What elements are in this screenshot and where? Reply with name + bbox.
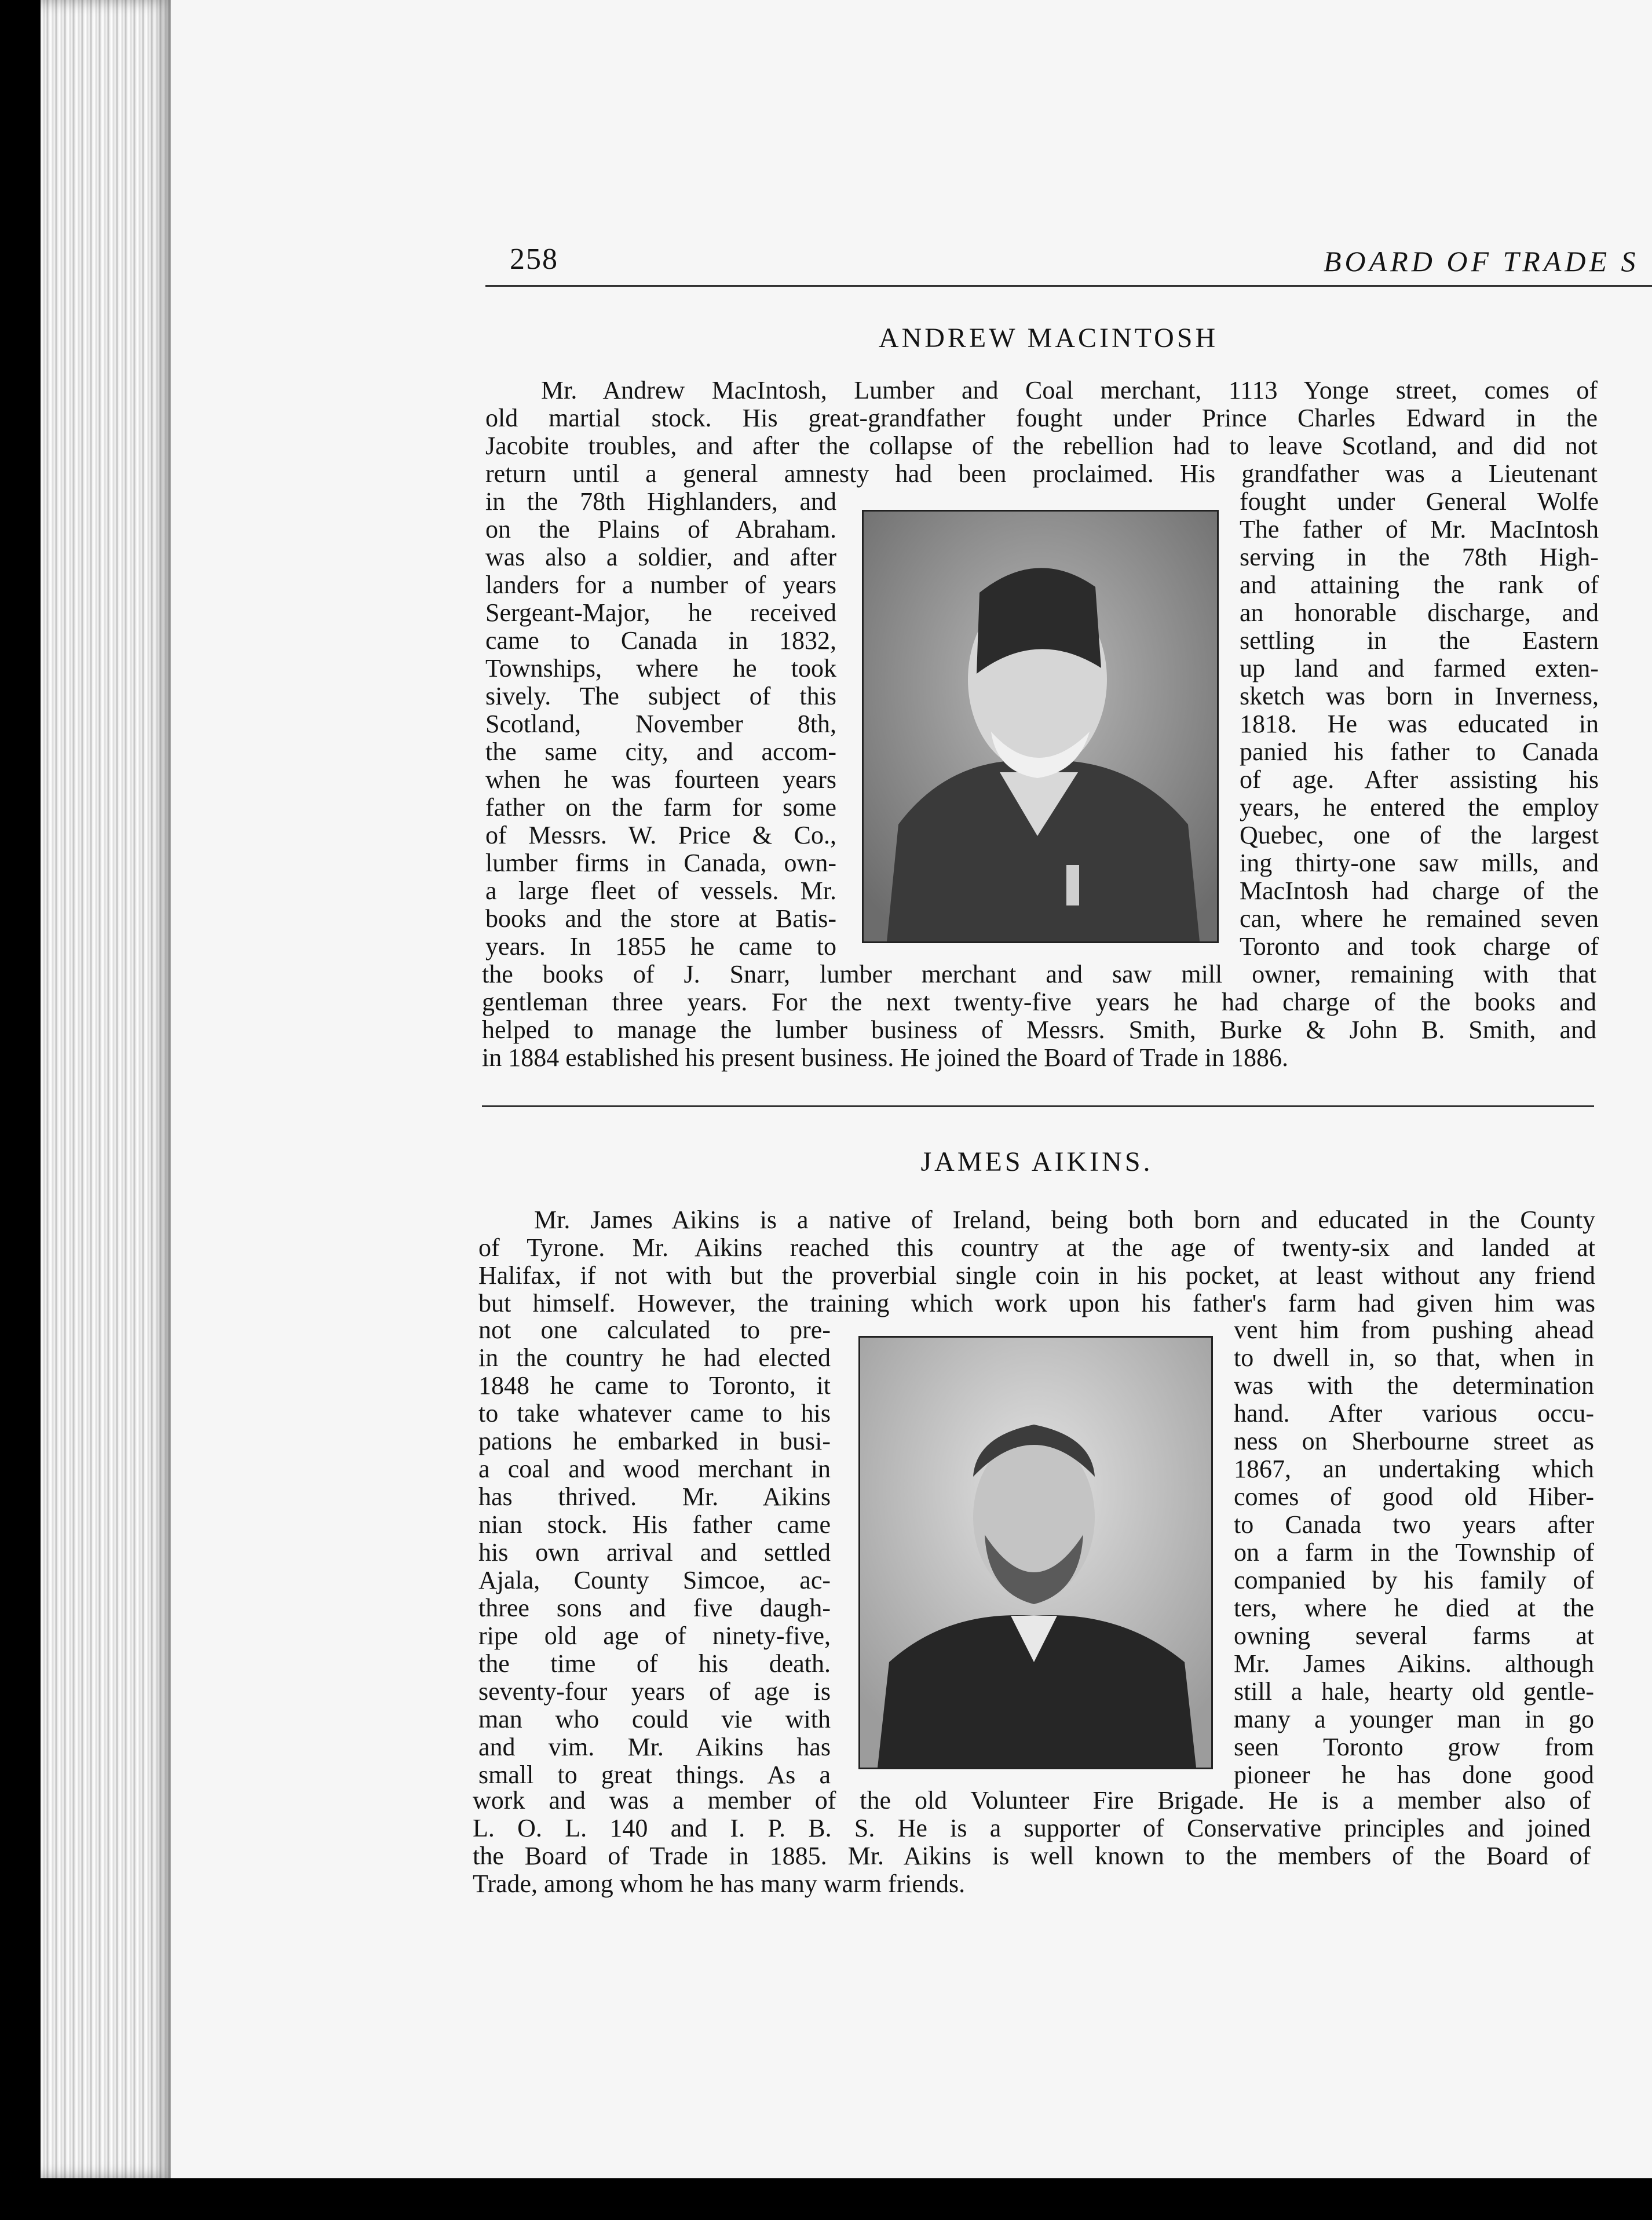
text-line: hand. After various occu- [1234, 1400, 1594, 1427]
text-line: Trade, among whom he has many warm friends. [473, 1870, 966, 1898]
text-line: was also a soldier, and after [485, 543, 836, 571]
text-line: Townships, where he took [485, 655, 836, 682]
running-head: BOARD OF TRADE S [1324, 245, 1639, 278]
text-line: pioneer he has done good [1234, 1761, 1594, 1789]
text-line: comes of good old Hiber- [1234, 1483, 1594, 1511]
text-line: and attaining the rank of [1240, 571, 1599, 599]
text-line: vent him from pushing ahead [1234, 1316, 1594, 1344]
text-line: Halifax, if not with but the proverbial single coin in his pocket, at least without any friend [478, 1262, 1595, 1290]
text-line: ness on Sherbourne street as [1234, 1427, 1594, 1455]
text-line: to dwell in, so that, when in [1234, 1344, 1594, 1372]
text-line: when he was fourteen years [485, 766, 836, 794]
text-line: three sons and five daugh- [478, 1594, 831, 1622]
portrait-andrew-macintosh [862, 510, 1219, 943]
text-line: books and the store at Batis- [485, 905, 836, 933]
text-line: to Canada two years after [1234, 1511, 1594, 1539]
text-line: years. In 1855 he came to [485, 933, 836, 961]
text-line: lumber firms in Canada, own- [485, 849, 836, 877]
text-line: Jacobite troubles, and after the collapse of the rebellion had to leave Scotland, and did not [485, 432, 1598, 460]
text-line: 1867, an undertaking which [1234, 1455, 1594, 1483]
text-line: helped to manage the lumber business of Messrs. Smith, Burke & John B. Smith, and [482, 1016, 1596, 1044]
text-line: panied his father to Canada [1240, 738, 1599, 766]
text-line: L. O. L. 140 and I. P. B. S. He is a supporter of Conservative principles and joined [473, 1814, 1591, 1842]
text-line: the Board of Trade in 1885. Mr. Aikins is well known to the members of the Board of [473, 1842, 1591, 1870]
text-line: and vim. Mr. Aikins has [478, 1733, 831, 1761]
section-divider [482, 1105, 1594, 1107]
text-line: Toronto and took charge of [1240, 933, 1599, 961]
text-line: Quebec, one of the largest [1240, 821, 1599, 849]
text-line: pations he embarked in busi- [478, 1427, 831, 1455]
article2-bottom-paragraph [473, 1787, 1591, 1898]
text-line: sively. The subject of this [485, 682, 836, 710]
text-line: Scotland, November 8th, [485, 710, 836, 738]
portrait-image [864, 512, 1217, 941]
article2-left-column [478, 1316, 831, 1789]
text-line: on the Plains of Abraham. [485, 516, 836, 543]
article1-bottom-paragraph [482, 961, 1596, 1072]
text-line: the time of his death. [478, 1650, 831, 1678]
text-line: ing thirty-one saw mills, and [1240, 849, 1599, 877]
text-line: a large fleet of vessels. Mr. [485, 877, 836, 905]
article-title-macintosh: ANDREW MACINTOSH [878, 323, 1219, 353]
text-line: of Messrs. W. Price & Co., [485, 821, 836, 849]
text-line: an honorable discharge, and [1240, 599, 1599, 627]
text-line: nian stock. His father came [478, 1511, 831, 1539]
text-line: up land and farmed exten- [1240, 655, 1599, 682]
article2-right-column [1234, 1316, 1594, 1789]
text-line: Ajala, County Simcoe, ac- [478, 1567, 831, 1594]
article-title-aikins: JAMES AIKINS. [920, 1146, 1153, 1177]
text-line: work and was a member of the old Volunteer Fire Brigade. He is a member also of [473, 1787, 1591, 1814]
text-line: on a farm in the Township of [1234, 1539, 1594, 1567]
text-line: ters, where he died at the [1234, 1594, 1594, 1622]
text-line: has thrived. Mr. Aikins [478, 1483, 831, 1511]
text-line: Sergeant-Major, he received [485, 599, 836, 627]
text-line: Mr. James Aikins is a native of Ireland, being both born and educated in the County [534, 1206, 1595, 1234]
text-line: to take whatever came to his [478, 1400, 831, 1427]
article1-left-column [485, 488, 836, 961]
text-line: Mr. James Aikins. although [1234, 1650, 1594, 1678]
text-line: a coal and wood merchant in [478, 1455, 831, 1483]
text-line: in the country he had elected [478, 1344, 831, 1372]
text-line: landers for a number of years [485, 571, 836, 599]
text-line: his own arrival and settled [478, 1539, 831, 1567]
text-line: return until a general amnesty had been proclaimed. His grandfather was a Lieutenant [485, 460, 1598, 488]
text-line: The father of Mr. MacIntosh [1240, 516, 1599, 543]
text-line: MacIntosh had charge of the [1240, 877, 1599, 905]
article2-top-paragraph [478, 1206, 1595, 1317]
text-line: in the 78th Highlanders, and [485, 488, 836, 516]
page-number: 258 [510, 243, 558, 276]
text-line: companied by his family of [1234, 1567, 1594, 1594]
text-line: years, he entered the employ [1240, 794, 1599, 821]
text-line: the same city, and accom- [485, 738, 836, 766]
article1-top-paragraph [485, 377, 1598, 488]
text-line: serving in the 78th High- [1240, 543, 1599, 571]
header-rule [485, 285, 1652, 287]
portrait-james-aikins [858, 1336, 1213, 1769]
text-line: small to great things. As a [478, 1761, 831, 1789]
text-line: owning several farms at [1234, 1622, 1594, 1650]
text-line: came to Canada in 1832, [485, 627, 836, 655]
text-line: seventy-four years of age is [478, 1678, 831, 1706]
text-line: still a hale, hearty old gentle- [1234, 1678, 1594, 1706]
text-line: seen Toronto grow from [1234, 1733, 1594, 1761]
text-line: can, where he remained seven [1240, 905, 1599, 933]
text-line: but himself. However, the training which work upon his father's farm had given him was [478, 1290, 1595, 1317]
text-line: was with the determination [1234, 1372, 1594, 1400]
article1-right-column [1240, 488, 1599, 961]
text-line: the books of J. Snarr, lumber merchant and saw mill owner, remaining with that [482, 961, 1596, 988]
text-line: 1818. He was educated in [1240, 710, 1599, 738]
text-line: man who could vie with [478, 1706, 831, 1733]
text-line: of age. After assisting his [1240, 766, 1599, 794]
text-line: ripe old age of ninety-five, [478, 1622, 831, 1650]
text-line: old martial stock. His great-grandfather fought under Prince Charles Edward in the [485, 404, 1598, 432]
portrait-image [860, 1338, 1211, 1768]
text-line: many a younger man in go [1234, 1706, 1594, 1733]
text-line: of Tyrone. Mr. Aikins reached this country at the age of twenty-six and landed at [478, 1234, 1595, 1262]
text-line: Mr. Andrew MacIntosh, Lumber and Coal merchant, 1113 Yonge street, comes of [541, 377, 1598, 404]
book-page-edges [41, 0, 174, 2178]
text-line: gentleman three years. For the next twenty-five years he had charge of the books and [482, 988, 1596, 1016]
text-line: settling in the Eastern [1240, 627, 1599, 655]
text-line: father on the farm for some [485, 794, 836, 821]
text-line: not one calculated to pre- [478, 1316, 831, 1344]
text-line: in 1884 established his present business. He joined the Board of Trade in 1886. [482, 1044, 1288, 1072]
text-line: 1848 he came to Toronto, it [478, 1372, 831, 1400]
text-line: sketch was born in Inverness, [1240, 682, 1599, 710]
text-line: fought under General Wolfe [1240, 488, 1599, 516]
